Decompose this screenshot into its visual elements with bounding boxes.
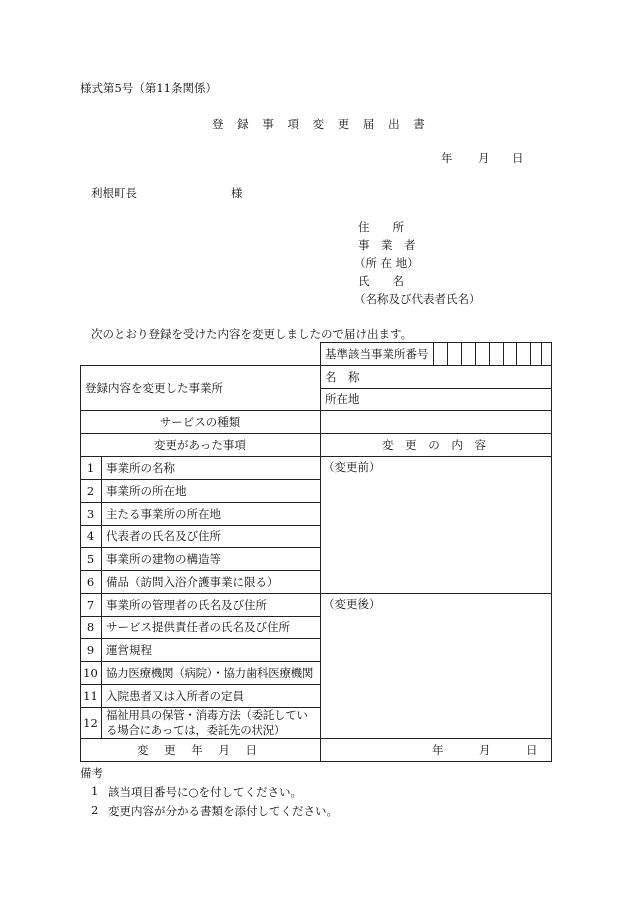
item-text: 入院患者又は入所者の定員 (106, 688, 244, 703)
item-text: 事業所の名称 (106, 460, 175, 475)
item-number: 11 (83, 688, 98, 703)
office-location-label: 所在地 (325, 392, 360, 406)
changed-items-header: 変更があった事項 (154, 437, 246, 452)
item-text: 備品（訪問入浴介護事業に限る） (106, 574, 279, 589)
item-number: 9 (86, 642, 95, 657)
item-text: 協力医療機関（病院）・協力歯科医療機関 (106, 665, 314, 680)
applicant-address-label: 住 所 (358, 220, 404, 234)
date-day: 日 (512, 151, 524, 165)
item-number: 7 (86, 597, 95, 612)
item-number: 4 (86, 529, 95, 543)
before-label: （変更前） (323, 460, 381, 474)
form-number: 様式第5号（第11条関係） (80, 81, 217, 95)
after-label: （変更後） (323, 597, 381, 611)
intro-text: 次のとおり登録を受けた内容を変更しましたので届け出ます。 (91, 327, 413, 341)
item-number: 3 (86, 506, 95, 521)
item-text: 運営規程 (106, 642, 152, 657)
item-number: 2 (86, 483, 95, 498)
item-text: 事業所の管理者の氏名及び住所 (106, 597, 267, 612)
office-name-label: 名 称 (325, 369, 360, 384)
item-text: 主たる事業所の所在地 (106, 506, 221, 521)
change-content-header: 変 更 の 内 容 (381, 437, 491, 452)
office-number-label: 基準該当事業所番号 (325, 346, 429, 361)
date-month: 月 (478, 151, 490, 165)
item-number: 10 (83, 665, 98, 680)
note-text: 該当項目番号に○を付してください。 (108, 785, 303, 799)
change-date-year: 年 (432, 742, 444, 757)
change-date-day: 日 (526, 742, 538, 757)
addressee-honorific: 様 (231, 186, 243, 200)
change-date-label: 変 更 年 月 日 (136, 742, 264, 757)
note-text: 変更内容が分かる書類を添付してください。 (108, 804, 338, 818)
applicant-business-label: 事 業 者 (358, 238, 416, 252)
item-text: 事業所の建物の構造等 (106, 551, 221, 566)
item-text: サービス提供責任者の氏名及び住所 (106, 620, 290, 634)
item-number: 1 (86, 460, 95, 475)
notes-heading: 備考 (80, 766, 103, 780)
date-year: 年 (441, 151, 453, 165)
item-number: 5 (86, 551, 95, 566)
item-number: 8 (86, 620, 95, 634)
item-text: 福祉用具の保管・消毒方法（委託してい (106, 708, 308, 722)
note-number: 1 (91, 784, 99, 798)
changed-office-label: 登録内容を変更した事業所 (85, 380, 223, 395)
change-date-month: 月 (479, 742, 491, 757)
item-number: 6 (86, 574, 95, 589)
office-number-field[interactable] (433, 342, 551, 365)
note-number: 2 (91, 803, 99, 817)
applicant-name-label: 氏 名 (358, 274, 404, 288)
applicant-location-label: （所 在 地） (354, 256, 419, 270)
page-title: 登 録 事 項 変 更 届 出 書 (212, 117, 430, 131)
addressee-name: 利根町長 (91, 186, 137, 200)
item-text: る場合にあっては，委託先の状況） (106, 723, 286, 737)
service-type-label: サービスの種類 (159, 414, 241, 429)
item-number: 12 (83, 715, 98, 730)
item-text: 代表者の氏名及び住所 (106, 529, 221, 543)
applicant-name-note: （名称及び代表者氏名） (354, 292, 481, 306)
item-text: 事業所の所在地 (106, 483, 187, 498)
